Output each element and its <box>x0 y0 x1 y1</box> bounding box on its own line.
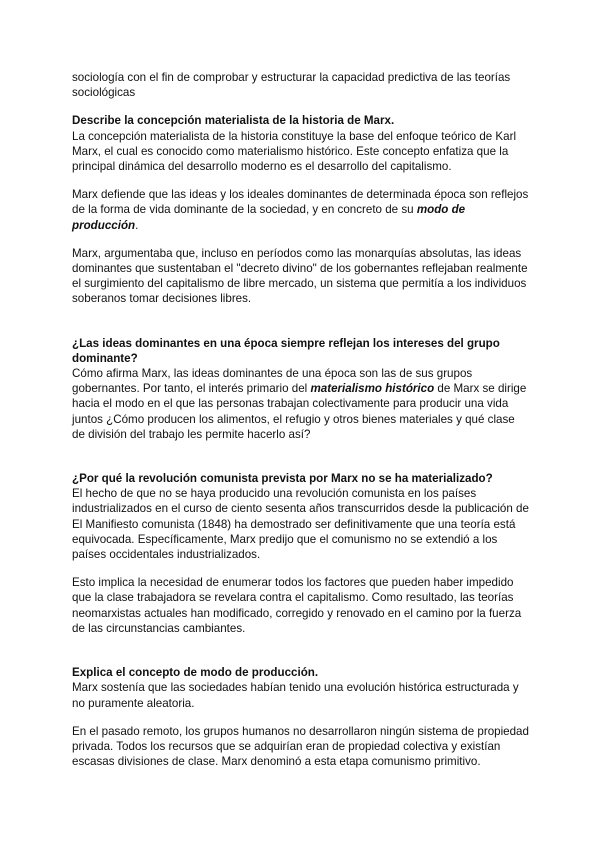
document-body <box>72 70 530 769</box>
text-run: Marx defiende que las ideas y los ideales dominantes de determinada época son reflejos de la forma de vida dominante de la sociedad, y en concreto de su <box>72 188 529 217</box>
section-heading: ¿Las ideas dominantes en una época siempre reflejan los intereses del grupo dominante? <box>72 336 500 365</box>
text-run: de Marx se dirige hacia el modo en el que las personas trabajan colectivamente para producir una vida juntos ¿Cómo producen los alimentos, el refugio y otros bienes materiales y qué clase de división del trabajo les permite hacerlo así? <box>72 382 527 441</box>
text-run: Cómo afirma Marx, las ideas dominantes de una época son las de sus grupos gobernantes. Por tanto, el interés primario del <box>72 367 473 396</box>
paragraph: La concepción materialista de la historia constituye la base del enfoque teórico de Karl Marx, el cual es conocido como materialismo histórico. Este concepto enfatiza que la principal dinámica del desarrollo moderno es el desarrollo del capitalismo. <box>72 129 517 174</box>
section-materialist-conception <box>72 113 530 306</box>
intro-paragraph: sociología con el fin de comprobar y estructurar la capacidad predictiva de las teorías sociológicas <box>72 71 511 100</box>
paragraph: Esto implica la necesidad de enumerar todos los factores que pueden haber impedido que la clase trabajadora se revelara contra el capitalismo. Como resultado, las teorías neomarxistas actuales han modificado, corregido y renovado en el camino por la fuerza de las circunstancias cambiantes. <box>72 576 522 635</box>
paragraph <box>72 187 530 233</box>
paragraph: Marx, argumentaba que, incluso en períodos como las monarquías absolutas, las ideas dominantes que sustentaban el "decreto divino" de los gobernantes reflejaban realmente el surgimiento del capitalismo de libre mercado, un sistema que permitía a los individuos soberanos tomar decisiones libres. <box>72 246 528 306</box>
section-heading: ¿Por qué la revolución comunista prevista por Marx no se ha materializado? <box>72 472 493 486</box>
section-heading: Describe la concepción materialista de la historia de Marx. <box>72 114 395 128</box>
paragraph <box>72 366 530 442</box>
paragraph: En el pasado remoto, los grupos humanos no desarrollaron ningún sistema de propiedad privada. Todos los recursos que se adquirían eran de propiedad colectiva y existían escasas divisiones de clase. Marx denominó a esta etapa comunismo primitivo. <box>72 724 529 769</box>
paragraph: El hecho de que no se haya producido una revolución comunista en los países industrializados en el curso de ciento sesenta años transcurridos desde la publicación de El Manifiesto comunista (1848) ha demostrado ser definitivamente que una teoría está equivocada. Específicamente, Marx predijo que el comunismo no se extendió a los países occidentales industrializados. <box>72 487 529 562</box>
section-communist-revolution <box>72 471 530 636</box>
emphasis-term: modo de producción <box>72 203 466 232</box>
emphasis-term: materialismo histórico <box>310 382 435 396</box>
paragraph: Marx sostenía que las sociedades habían tenido una evolución histórica estructurada y no puramente aleatoria. <box>72 681 519 710</box>
section-dominant-ideas <box>72 336 530 442</box>
text-run: . <box>135 218 139 232</box>
section-mode-of-production <box>72 665 530 769</box>
section-heading: Explica el concepto de modo de producción. <box>72 666 319 680</box>
